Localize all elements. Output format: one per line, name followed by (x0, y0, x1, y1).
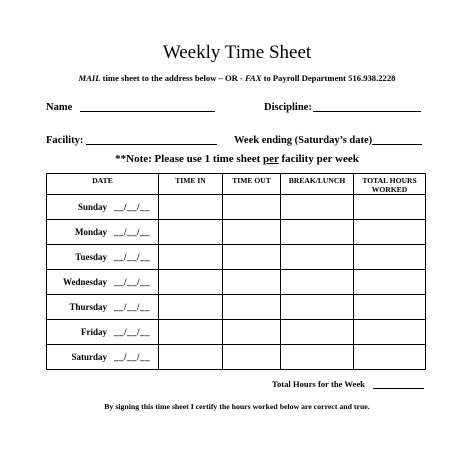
day-label: Sunday (77, 202, 107, 212)
day-label: Friday (80, 327, 107, 337)
header-time-in: TIME IN (159, 174, 223, 195)
day-label: Monday (74, 227, 107, 237)
time-in-cell[interactable] (159, 220, 223, 245)
total-hours-cell[interactable] (354, 345, 426, 370)
note-text-end: facility per week (281, 153, 359, 165)
date-blank[interactable]: __/__/__ (113, 302, 150, 312)
break-lunch-cell[interactable] (281, 220, 354, 245)
day-label: Thursday (69, 302, 107, 312)
time-in-cell[interactable] (159, 320, 223, 345)
time-in-cell[interactable] (159, 195, 223, 220)
facility-label: Facility: (46, 135, 84, 146)
break-lunch-cell[interactable] (281, 345, 354, 370)
total-hours-cell[interactable] (354, 245, 426, 270)
date-cell (47, 295, 159, 320)
time-in-cell[interactable] (159, 245, 223, 270)
time-out-cell[interactable] (223, 195, 281, 220)
break-lunch-cell[interactable] (281, 245, 354, 270)
header-time-out: TIME OUT (223, 174, 281, 195)
name-field[interactable] (80, 111, 215, 112)
table-header-row (47, 174, 426, 195)
total-hours-cell[interactable] (354, 320, 426, 345)
time-out-cell[interactable] (223, 245, 281, 270)
page-title: Weekly Time Sheet (162, 42, 312, 63)
instructions-middle: time sheet to the address below – OR - (102, 73, 243, 83)
total-hours-cell[interactable] (354, 295, 426, 320)
time-out-cell[interactable] (223, 270, 281, 295)
time-out-cell[interactable] (223, 320, 281, 345)
week-ending-label: Week ending (Saturday’s date) (234, 135, 373, 146)
instructions-end: to Payroll Department 516.938.2228 (263, 73, 396, 83)
break-lunch-cell[interactable] (281, 295, 354, 320)
total-hours-cell[interactable] (354, 270, 426, 295)
facility-field[interactable] (86, 144, 217, 145)
timesheet-table (46, 173, 426, 370)
table-row (47, 220, 426, 245)
discipline-label: Discipline: (264, 102, 312, 113)
header-break-lunch: BREAK/LUNCH (281, 174, 354, 195)
date-blank[interactable]: __/__/__ (113, 277, 150, 287)
break-lunch-cell[interactable] (281, 270, 354, 295)
date-cell (47, 320, 159, 345)
time-out-cell[interactable] (223, 345, 281, 370)
header-date: DATE (47, 174, 159, 195)
total-hours-field[interactable] (373, 388, 424, 389)
date-cell (47, 245, 159, 270)
date-blank[interactable]: __/__/__ (113, 327, 150, 337)
name-label: Name (46, 102, 73, 113)
certification-statement: By signing this time sheet I certify the hours worked below are correct and true. (104, 402, 370, 411)
time-out-cell[interactable] (223, 220, 281, 245)
time-in-cell[interactable] (159, 295, 223, 320)
date-cell (47, 220, 159, 245)
date-cell (47, 270, 159, 295)
note-text-start: **Note: Please use 1 time sheet (115, 153, 261, 165)
break-lunch-cell[interactable] (281, 320, 354, 345)
break-lunch-cell[interactable] (281, 195, 354, 220)
usage-note (0, 153, 474, 166)
date-cell (47, 345, 159, 370)
header-total-hours: TOTAL HOURS WORKED (354, 174, 426, 195)
discipline-field[interactable] (313, 111, 421, 112)
table-row (47, 270, 426, 295)
mail-label: MAIL (78, 73, 101, 83)
date-blank[interactable]: __/__/__ (113, 202, 150, 212)
date-blank[interactable]: __/__/__ (113, 227, 150, 237)
week-ending-field[interactable] (372, 144, 422, 145)
fax-label: FAX (245, 73, 262, 83)
time-in-cell[interactable] (159, 345, 223, 370)
time-in-cell[interactable] (159, 270, 223, 295)
total-hours-cell[interactable] (354, 195, 426, 220)
date-blank[interactable]: __/__/__ (113, 352, 150, 362)
total-hours-label: Total Hours for the Week (272, 379, 365, 389)
day-label: Saturday (71, 352, 107, 362)
day-label: Wednesday (62, 277, 107, 287)
table-row (47, 345, 426, 370)
table-row (47, 320, 426, 345)
note-emphasis: per (263, 153, 279, 165)
date-cell (47, 195, 159, 220)
day-label: Tuesday (75, 252, 107, 262)
date-blank[interactable]: __/__/__ (113, 252, 150, 262)
table-row (47, 295, 426, 320)
total-hours-cell[interactable] (354, 220, 426, 245)
time-out-cell[interactable] (223, 295, 281, 320)
table-row (47, 195, 426, 220)
table-row (47, 245, 426, 270)
submission-instructions (0, 73, 474, 84)
